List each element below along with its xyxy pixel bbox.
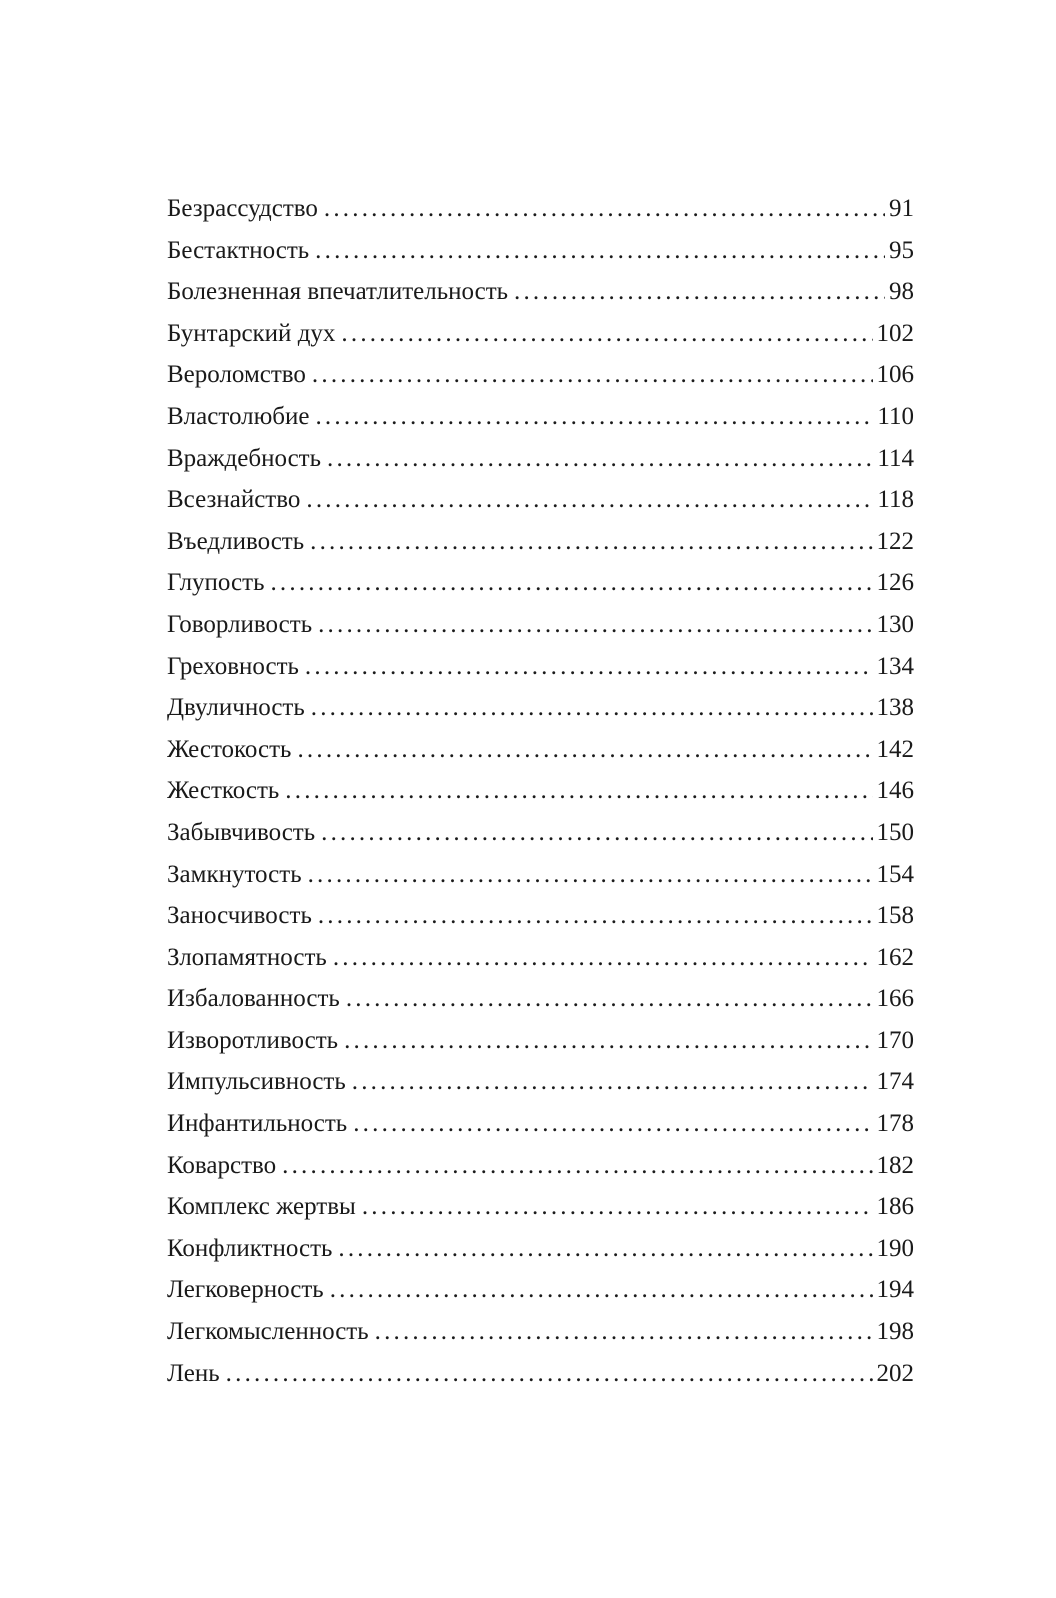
toc-entry-page-number: 190 — [876, 1234, 914, 1262]
toc-dot-leader — [321, 812, 872, 854]
toc-entry-title: Избалованность — [167, 985, 340, 1013]
toc-entry-title: Импульсивность — [167, 1068, 346, 1096]
toc-entry-page-number: 170 — [876, 1026, 914, 1054]
toc-dot-leader — [375, 1311, 873, 1353]
toc-entry — [167, 646, 914, 688]
toc-dot-leader — [282, 1145, 872, 1187]
toc-dot-leader — [327, 438, 873, 480]
toc-entry — [167, 521, 914, 563]
toc-entry-page-number: 114 — [877, 444, 914, 472]
toc-entry-page-number: 146 — [876, 777, 914, 805]
toc-entry-title: Легковерность — [167, 1276, 324, 1304]
toc-entry — [167, 354, 914, 396]
toc-entry — [167, 1311, 914, 1353]
toc-entry-page-number: 182 — [876, 1151, 914, 1179]
toc-dot-leader — [318, 604, 872, 646]
toc-entry-title: Заносчивость — [167, 902, 312, 930]
toc-entry-page-number: 158 — [876, 902, 914, 930]
toc-entry-page-number: 186 — [876, 1193, 914, 1221]
toc-entry-title: Греховность — [167, 652, 299, 680]
toc-dot-leader — [352, 1061, 873, 1103]
toc-entry — [167, 1103, 914, 1145]
toc-entry — [167, 1228, 914, 1270]
toc-entry-title: Бунтарский дух — [167, 319, 336, 347]
toc-entry — [167, 604, 914, 646]
toc-entry-page-number: 162 — [876, 943, 914, 971]
toc-entry-title: Властолюбие — [167, 402, 310, 430]
toc-entry — [167, 1145, 914, 1187]
toc-entry-page-number: 134 — [876, 652, 914, 680]
toc-entry-title: Комплекс жертвы — [167, 1193, 356, 1221]
toc-dot-leader — [270, 562, 872, 604]
toc-entry — [167, 854, 914, 896]
toc-dot-leader — [330, 1269, 873, 1311]
toc-entry-page-number: 130 — [876, 610, 914, 638]
toc-entry-title: Инфантильность — [167, 1110, 348, 1138]
toc-entry-page-number: 198 — [876, 1318, 914, 1346]
toc-entry-page-number: 122 — [876, 527, 914, 555]
toc-entry-page-number: 102 — [876, 319, 914, 347]
toc-dot-leader — [324, 188, 885, 230]
table-of-contents — [167, 188, 914, 1394]
toc-entry — [167, 396, 914, 438]
toc-entry-title: Глупость — [167, 569, 265, 597]
toc-entry — [167, 313, 914, 355]
toc-entry-title: Вероломство — [167, 361, 306, 389]
toc-dot-leader — [311, 687, 873, 729]
toc-entry-title: Коварство — [167, 1151, 277, 1179]
toc-entry-page-number: 150 — [876, 818, 914, 846]
toc-entry — [167, 1353, 914, 1395]
toc-dot-leader — [318, 895, 873, 937]
toc-entry-title: Болезненная впечатлительность — [167, 278, 509, 306]
toc-entry — [167, 562, 914, 604]
toc-entry-page-number: 91 — [889, 195, 914, 222]
toc-entry-page-number: 202 — [876, 1359, 914, 1387]
toc-dot-leader — [308, 854, 873, 896]
toc-entry-page-number: 166 — [876, 985, 914, 1013]
toc-entry-page-number: 174 — [876, 1068, 914, 1096]
toc-dot-leader — [333, 937, 873, 979]
toc-dot-leader — [341, 313, 872, 355]
toc-entry-title: Двуличность — [167, 694, 305, 722]
toc-entry-title: Жестокость — [167, 735, 292, 763]
toc-entry-title: Конфликтность — [167, 1234, 333, 1262]
toc-entry-page-number: 95 — [889, 236, 914, 264]
toc-dot-leader — [297, 729, 872, 771]
toc-entry-page-number: 178 — [876, 1110, 914, 1138]
toc-entry-title: Изворотливость — [167, 1026, 339, 1054]
toc-entry-page-number: 138 — [876, 694, 914, 722]
toc-entry — [167, 978, 914, 1020]
toc-entry-title: Злопамятность — [167, 943, 327, 971]
toc-entry — [167, 271, 914, 313]
toc-entry-title: Легкомысленность — [167, 1318, 369, 1346]
toc-dot-leader — [353, 1103, 872, 1145]
toc-dot-leader — [362, 1186, 873, 1228]
toc-entry — [167, 1269, 914, 1311]
toc-dot-leader — [338, 1228, 872, 1270]
toc-dot-leader — [310, 521, 872, 563]
toc-entry — [167, 895, 914, 937]
toc-entry-page-number: 118 — [877, 486, 914, 514]
toc-entry-title: Безрассудство — [167, 195, 318, 222]
toc-dot-leader — [226, 1353, 873, 1395]
toc-entry-page-number: 98 — [889, 278, 914, 306]
toc-entry-title: Всезнайство — [167, 486, 301, 514]
toc-entry — [167, 812, 914, 854]
toc-dot-leader — [346, 978, 873, 1020]
toc-entry — [167, 1061, 914, 1103]
toc-entry-page-number: 194 — [876, 1276, 914, 1304]
toc-entry — [167, 937, 914, 979]
toc-entry-page-number: 126 — [876, 569, 914, 597]
toc-entry-title: Жесткость — [167, 777, 280, 805]
toc-entry — [167, 1020, 914, 1062]
toc-entry-title: Говорливость — [167, 610, 313, 638]
toc-dot-leader — [315, 230, 885, 272]
toc-entry — [167, 770, 914, 812]
toc-entry-page-number: 142 — [876, 735, 914, 763]
toc-entry-title: Забывчивость — [167, 818, 316, 846]
toc-entry — [167, 438, 914, 480]
toc-entry — [167, 1186, 914, 1228]
toc-entry — [167, 479, 914, 521]
toc-entry-page-number: 154 — [876, 860, 914, 888]
toc-dot-leader — [305, 646, 873, 688]
toc-dot-leader — [344, 1020, 872, 1062]
toc-entry-page-number: 110 — [877, 402, 914, 430]
toc-entry — [167, 188, 914, 230]
toc-entry — [167, 729, 914, 771]
toc-entry-title: Бестактность — [167, 236, 310, 264]
toc-entry-title: Лень — [167, 1359, 220, 1387]
toc-entry-page-number: 106 — [876, 361, 914, 389]
toc-entry-title: Враждебность — [167, 444, 322, 472]
toc-dot-leader — [306, 479, 873, 521]
toc-entry — [167, 687, 914, 729]
toc-entry-title: Замкнутость — [167, 860, 302, 888]
toc-entry — [167, 230, 914, 272]
toc-dot-leader — [285, 770, 872, 812]
toc-entry-title: Въедливость — [167, 527, 305, 555]
toc-dot-leader — [514, 271, 885, 313]
toc-dot-leader — [315, 396, 873, 438]
toc-dot-leader — [312, 354, 873, 396]
